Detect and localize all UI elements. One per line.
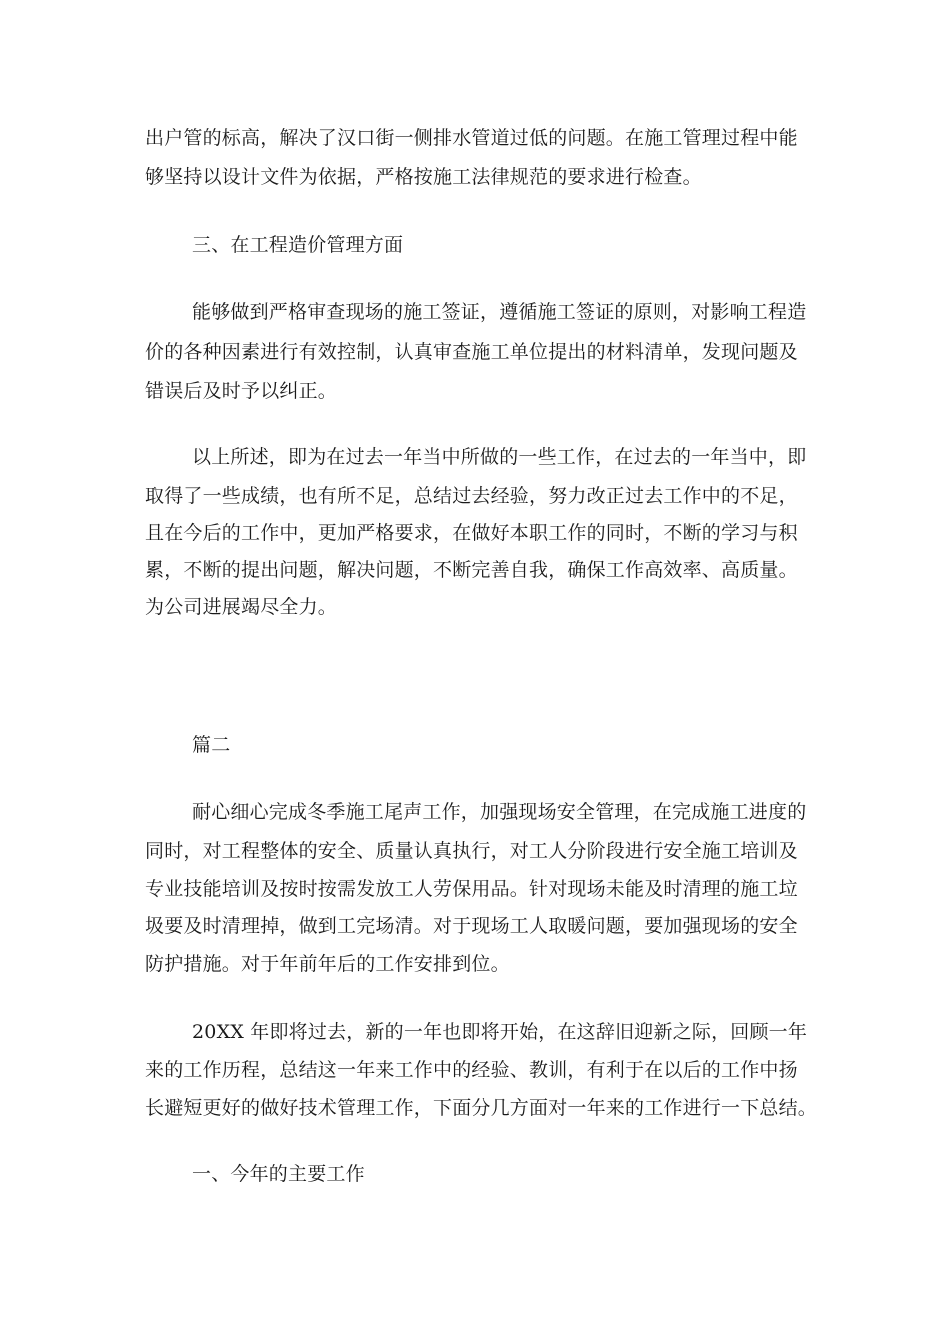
chapter-heading: 篇二 xyxy=(192,734,231,756)
paragraph-line: 出户管的标高，解决了汉口街一侧排水管道过低的问题。在施工管理过程中能 xyxy=(145,127,798,149)
paragraph-line: 且在今后的工作中，更加严格要求，在做好本职工作的同时，不断的学习与积 xyxy=(145,522,798,544)
paragraph-line: 耐心细心完成冬季施工尾声工作，加强现场安全管理，在完成施工进度的 xyxy=(192,801,807,823)
paragraph-line: 取得了一些成绩，也有所不足，总结过去经验，努力改正过去工作中的不足， xyxy=(145,485,798,507)
paragraph-line: 为公司进展竭尽全力。 xyxy=(145,596,338,618)
paragraph-line: 圾要及时清理掉，做到工完场清。对于现场工人取暖问题，要加强现场的安全 xyxy=(145,915,798,937)
section-heading: 三、在工程造价管理方面 xyxy=(192,234,404,256)
paragraph-line: 专业技能培训及按时按需发放工人劳保用品。针对现场未能及时清理的施工垃 xyxy=(145,878,798,900)
paragraph-line: 够坚持以设计文件为依据，严格按施工法律规范的要求进行检查。 xyxy=(145,166,702,188)
paragraph-line: 能够做到严格审查现场的施工签证，遵循施工签证的原则，对影响工程造 xyxy=(192,301,807,323)
paragraph-line: 错误后及时予以纠正。 xyxy=(145,380,338,402)
paragraph-line: 20XX 年即将过去，新的一年也即将开始，在这辞旧迎新之际，回顾一年 xyxy=(192,1021,808,1043)
paragraph-line: 来的工作历程，总结这一年来工作中的经验、教训，有利于在以后的工作中扬 xyxy=(145,1059,798,1081)
paragraph-line: 同时，对工程整体的安全、质量认真执行，对工人分阶段进行安全施工培训及 xyxy=(145,840,798,862)
section-heading: 一、今年的主要工作 xyxy=(192,1163,365,1185)
paragraph-line: 防护措施。对于年前年后的工作安排到位。 xyxy=(145,953,510,975)
paragraph-line: 价的各种因素进行有效控制，认真审查施工单位提出的材料清单，发现问题及 xyxy=(145,341,798,363)
paragraph-line: 长避短更好的做好技术管理工作，下面分几方面对一年来的工作进行一下总结。 xyxy=(145,1097,818,1119)
paragraph-line: 以上所述，即为在过去一年当中所做的一些工作，在过去的一年当中，即 xyxy=(192,446,807,468)
paragraph-line: 累，不断的提出问题，解决问题，不断完善自我，确保工作高效率、高质量。 xyxy=(145,559,798,581)
